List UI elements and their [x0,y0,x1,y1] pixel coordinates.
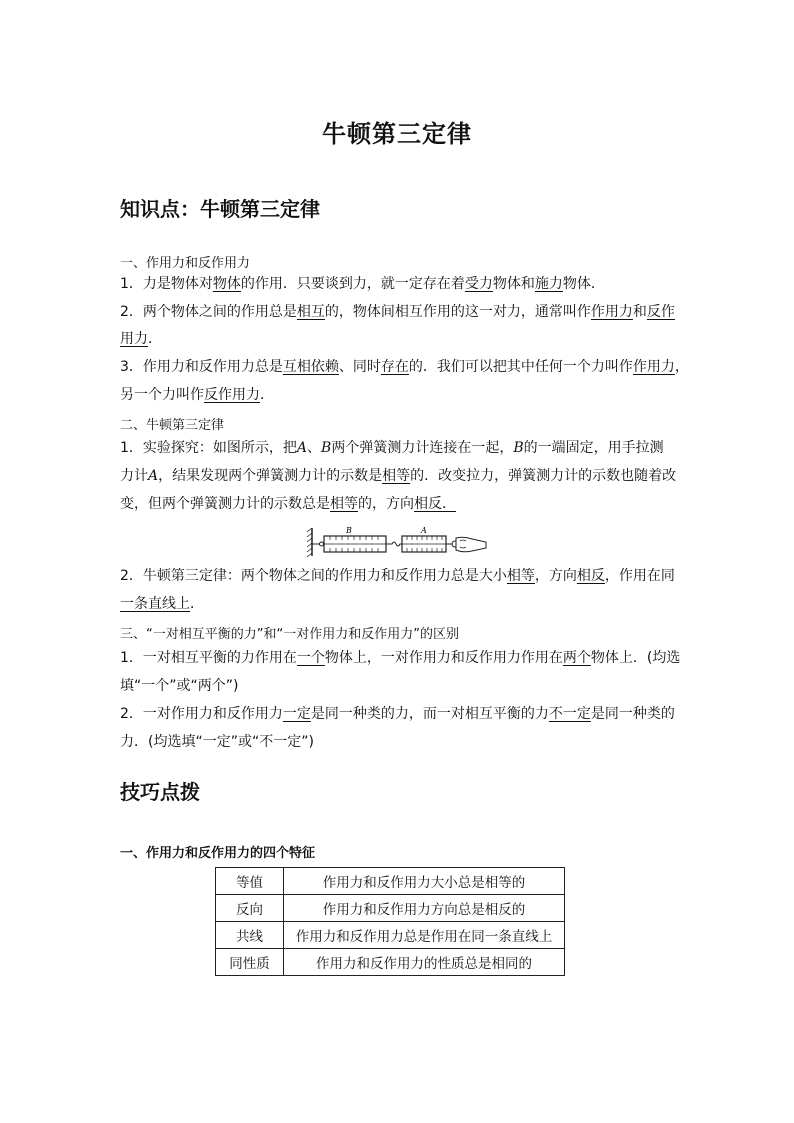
section-2-heading: 二、牛顿第三定律 [120,418,225,433]
section-1-heading: 一、作用力和反作用力 [120,256,251,271]
label-a: A [421,526,427,535]
s1-paragraph-2-line-2: 用力． [120,331,162,347]
section-3-heading: 三、“一对相互平衡的力”和“一对作用力和反作用力”的区别 [120,627,459,642]
table-cell-value: 作用力和反作用力大小总是相等的 [284,868,565,895]
tips-heading: 技巧点拨 [120,780,200,804]
s1-paragraph-1: 1．力是物体对物体的作用．只要谈到力，就一定存在着受力物体和施力物体． [120,276,605,292]
table-cell-key: 同性质 [216,949,284,976]
table-cell-value: 作用力和反作用力的性质总是相同的 [284,949,565,976]
s1-paragraph-3-line-2: 另一个力叫作反作用力． [120,387,274,403]
s1-paragraph-3-line-1: 3．作用力和反作用力总是互相依赖、同时存在的．我们可以把其中任何一个力叫作作用力， [120,359,689,375]
table-row [216,922,565,949]
s2-paragraph-1-line-2: 力计A，结果发现两个弹簧测力计的示数是相等的．改变拉力，弹簧测力计的示数也随着改 [120,468,677,484]
table-cell-value: 作用力和反作用力总是作用在同一条直线上 [284,922,565,949]
s2-paragraph-2-line-2: 一条直线上． [120,596,204,612]
table-row [216,895,565,922]
spring-scale-b [324,536,386,552]
spring-scales-figure [306,524,488,560]
table-cell-key: 共线 [216,922,284,949]
spring-scale-a [402,536,446,552]
label-b: B [346,526,352,535]
s3-paragraph-2-line-1: 2．一对作用力和反作用力一定是同一种类的力，而一对相互平衡的力不一定是同一种类的 [120,706,675,722]
s3-paragraph-1-line-1: 1．一对相互平衡的力作用在一个物体上，一对作用力和反作用力作用在两个物体上．(均选 [120,650,681,666]
page-title: 牛顿第三定律 [322,120,472,148]
hand-icon [446,537,486,552]
features-table [215,867,565,976]
table-row [216,868,565,895]
table-cell-key: 等值 [216,868,284,895]
table-cell-key: 反向 [216,895,284,922]
table-cell-value: 作用力和反作用力方向总是相反的 [284,895,565,922]
s1-paragraph-2-line-1: 2．两个物体之间的作用总是相互的，物体间相互作用的这一对力，通常叫作作用力和反作 [120,304,675,320]
s2-paragraph-2-line-1: 2．牛顿第三定律：两个物体之间的作用力和反作用力总是大小相等，方向相反，作用在同 [120,568,675,584]
tips-section-heading: 一、作用力和反作用力的四个特征 [120,846,316,861]
s3-paragraph-1-line-2: 填“一个”或“两个”) [120,678,239,694]
table-row [216,949,565,976]
s2-paragraph-1-line-1: 1．实验探究：如图所示，把A、B两个弹簧测力计连接在一起，B的一端固定，用手拉测 [120,440,664,456]
knowledge-heading: 知识点：牛顿第三定律 [120,197,320,221]
s3-paragraph-2-line-2: 力．(均选填“一定”或“不一定”) [120,734,314,750]
s2-paragraph-1-line-3: 变，但两个弹簧测力计的示数总是相等的，方向相反． [120,496,456,512]
